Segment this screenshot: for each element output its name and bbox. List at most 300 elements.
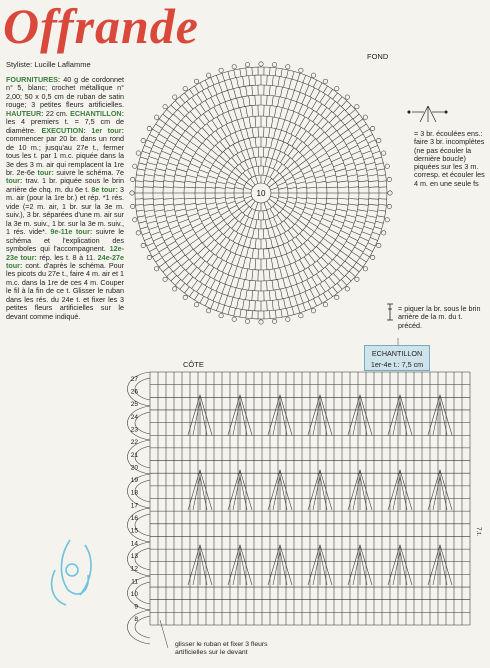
stitch-mark — [252, 106, 253, 117]
stitch-mark — [211, 78, 214, 85]
picot-mark — [206, 73, 210, 77]
stitch-mark — [299, 273, 303, 282]
stitch-mark — [374, 227, 382, 229]
stitch-mark — [378, 204, 386, 205]
stitch-mark — [367, 216, 377, 218]
stitch-mark — [216, 160, 224, 166]
stitch-mark — [333, 287, 338, 293]
row-number: 26 — [130, 388, 138, 396]
stitch-mark — [211, 301, 214, 308]
stitch-mark — [207, 88, 212, 97]
stitch-mark — [167, 271, 173, 276]
stitch-mark — [287, 162, 294, 169]
stitch-mark — [153, 237, 162, 241]
stitch-mark — [167, 109, 173, 114]
instr-body: suivre le schéma et l'explication des symboles qui l'accompagnent. — [6, 227, 125, 254]
instr-heading: 9e-11e tour: — [50, 227, 93, 237]
stitch-mark — [293, 102, 297, 111]
stitch-mark — [269, 270, 270, 281]
stitch-mark — [280, 142, 284, 151]
picot-mark — [385, 164, 389, 168]
stitch-mark — [238, 142, 242, 151]
stitch-mark — [359, 187, 369, 188]
stitch-mark — [195, 86, 199, 93]
stitch-mark — [211, 243, 218, 251]
stitch-mark — [313, 299, 317, 306]
stitch-mark — [349, 271, 355, 276]
stitch-mark — [272, 300, 273, 310]
stitch-mark — [338, 235, 347, 240]
stitch-mark — [200, 296, 204, 303]
stitch-mark — [275, 290, 277, 300]
stitch-mark — [178, 219, 188, 223]
stitch-mark — [252, 291, 253, 301]
stitch-mark — [337, 255, 345, 261]
stitch-mark — [173, 187, 184, 188]
stitch-mark — [181, 157, 191, 162]
stitch-mark — [228, 90, 231, 100]
stitch-mark — [154, 204, 164, 205]
stitch-mark — [315, 175, 325, 178]
stitch-mark — [355, 221, 365, 224]
stitch-mark — [142, 151, 150, 154]
stitch-mark — [249, 96, 250, 106]
stitch-mark — [378, 175, 386, 176]
stitch-mark — [341, 231, 350, 235]
stitch-mark — [325, 267, 332, 275]
stitch-mark — [333, 273, 340, 280]
picot-mark — [363, 267, 367, 271]
stitch-mark — [221, 127, 227, 136]
stitch-mark — [277, 164, 282, 171]
stitch-mark — [313, 170, 322, 174]
stitch-mark — [172, 151, 181, 155]
picot-mark — [136, 151, 140, 155]
stitch-mark — [365, 221, 375, 224]
stitch-mark — [296, 182, 306, 184]
stitch-mark — [173, 198, 184, 199]
stitch-mark — [301, 216, 310, 221]
stitch-mark — [199, 213, 208, 217]
stitch-mark — [288, 187, 297, 188]
stitch-mark — [315, 208, 325, 211]
stitch-mark — [274, 106, 276, 117]
stitch-mark — [295, 262, 300, 272]
stitch-mark — [175, 279, 180, 285]
stitch-mark — [237, 98, 240, 108]
stitch-mark — [263, 147, 264, 157]
row-number: 17 — [130, 502, 138, 510]
stitch-mark — [145, 210, 155, 212]
stitch-mark — [269, 291, 270, 301]
stitch-mark — [268, 228, 270, 238]
picot-mark — [377, 243, 381, 247]
stitch-mark — [378, 181, 386, 182]
stitch-mark — [258, 147, 259, 157]
stitch-mark — [228, 307, 230, 315]
stitch-mark — [165, 210, 175, 212]
stitch-mark — [248, 170, 253, 178]
stitch-mark — [324, 213, 334, 216]
stitch-mark — [231, 100, 234, 110]
stitch-mark — [358, 181, 368, 182]
stitch-mark — [217, 260, 223, 270]
stitch-mark — [338, 187, 349, 188]
stitch-mark — [307, 98, 312, 107]
stitch-mark — [216, 246, 223, 255]
stitch-mark — [147, 140, 154, 143]
stitch-mark — [216, 131, 223, 140]
picot-mark — [173, 95, 177, 99]
stitch-mark — [355, 134, 364, 139]
stitch-mark — [220, 141, 226, 149]
stitch-mark — [370, 146, 377, 149]
cote-diagram — [128, 372, 471, 644]
fond-label: FOND — [367, 52, 389, 61]
stitch-mark — [315, 91, 320, 100]
stitch-mark — [287, 70, 289, 78]
stitch-mark — [309, 222, 318, 227]
stitch-mark — [275, 86, 277, 96]
stitch-mark — [271, 138, 273, 148]
picot-mark — [245, 319, 249, 323]
stitch-mark — [269, 128, 270, 138]
row-number: 20 — [130, 464, 138, 472]
stitch-mark — [250, 219, 253, 228]
stitch-mark — [181, 120, 188, 127]
stitch-mark — [290, 111, 294, 121]
picot-mark — [382, 151, 386, 155]
stitch-mark — [341, 279, 346, 285]
stitch-mark — [323, 293, 327, 300]
stitch-mark — [266, 259, 267, 270]
stitch-mark — [152, 253, 159, 257]
stitch-mark — [213, 165, 222, 170]
stitch-mark — [325, 280, 331, 288]
stitch-mark — [215, 234, 222, 241]
stitch-mark — [196, 181, 206, 183]
stitch-mark — [240, 215, 245, 222]
stitch-mark — [300, 260, 306, 270]
stitch-mark — [290, 166, 298, 172]
stitch-mark — [237, 256, 240, 266]
stitch-mark — [285, 177, 293, 181]
stitch-mark — [296, 202, 306, 204]
stitch-mark — [352, 129, 360, 135]
row-number: 13 — [130, 552, 138, 560]
stitch-mark — [143, 187, 153, 188]
stitch-mark — [178, 240, 186, 245]
ribbon-pointer — [160, 620, 168, 648]
stitch-mark — [213, 85, 217, 94]
stitch-mark — [236, 182, 244, 186]
stitch-mark — [175, 101, 180, 107]
picot-mark — [183, 295, 187, 299]
instr-heading: tour: — [6, 176, 23, 186]
stitch-mark — [190, 126, 197, 133]
picot-mark — [131, 204, 135, 208]
stitch-mark — [289, 79, 292, 89]
stitch-mark — [144, 181, 154, 182]
stitch-mark — [190, 111, 197, 119]
stitch-mark — [284, 221, 290, 229]
stitch-mark — [240, 289, 242, 299]
stitch-mark — [298, 305, 300, 313]
stitch-mark — [357, 215, 367, 217]
stitch-mark — [139, 221, 147, 223]
stitch-mark — [186, 131, 194, 137]
stitch-mark — [159, 157, 168, 160]
stitch-mark — [250, 178, 255, 185]
picot-mark — [355, 277, 359, 281]
stitch-mark — [189, 89, 194, 96]
stitch-mark — [189, 290, 194, 297]
stitch-mark — [370, 238, 377, 241]
stitch-mark — [348, 181, 358, 182]
picot-mark — [147, 255, 151, 259]
stitch-mark — [264, 127, 265, 137]
stitch-mark — [234, 70, 236, 78]
stitch-mark — [314, 232, 323, 239]
stitch-mark — [267, 201, 272, 208]
stitch-mark — [183, 152, 193, 157]
stitch-mark — [190, 164, 200, 168]
cluster-symbol-icon — [408, 106, 447, 122]
stitch-mark — [264, 176, 267, 184]
stitch-mark — [137, 216, 145, 218]
stitch-mark — [170, 246, 179, 251]
stitch-mark — [368, 243, 375, 246]
stitch-mark — [368, 140, 375, 143]
stitch-mark — [266, 116, 267, 127]
stitch-mark — [190, 218, 200, 222]
row-number: 12 — [130, 565, 138, 573]
picot-mark — [259, 320, 263, 324]
stitch-mark — [277, 200, 285, 204]
stitch-mark — [296, 127, 302, 136]
stitch-mark — [308, 254, 315, 263]
stitch-mark — [284, 78, 286, 88]
stitch-mark — [295, 224, 302, 231]
instr-body: 40 g de cordonnet n° 5, blanc; crochet métallique n° 2,00; 50 x 0,5 cm de ruban de satin rouge; 3 petites fleurs artificielles. — [6, 75, 124, 110]
stitch-mark — [314, 148, 323, 155]
stitch-mark — [270, 170, 275, 178]
stitch-mark — [300, 234, 307, 241]
stitch-mark — [349, 109, 355, 114]
stitch-mark — [205, 101, 210, 110]
stitch-mark — [270, 209, 275, 217]
stitch-mark — [187, 101, 193, 109]
stitch-mark — [274, 248, 276, 258]
stitch-mark — [184, 187, 195, 188]
stitch-mark — [232, 122, 236, 132]
stitch-mark — [226, 124, 231, 134]
stitch-mark — [202, 217, 211, 221]
stitch-mark — [280, 212, 286, 218]
picot-mark — [345, 287, 349, 291]
stitch-mark — [190, 267, 197, 275]
stitch-mark — [295, 114, 300, 124]
stitch-mark — [230, 242, 235, 251]
stitch-mark — [202, 164, 211, 168]
stitch-mark — [243, 118, 246, 129]
stitch-mark — [348, 257, 356, 263]
stitch-mark — [168, 163, 178, 166]
stitch-mark — [359, 199, 369, 200]
stitch-mark — [243, 206, 249, 213]
stitch-mark — [213, 216, 222, 221]
stitch-mark — [180, 97, 185, 103]
center-label: 10 — [256, 189, 266, 198]
stitch-mark — [139, 163, 147, 165]
stitch-mark — [171, 105, 177, 111]
picot-mark — [345, 95, 349, 99]
stitch-mark — [240, 87, 242, 97]
stitch-mark — [353, 114, 359, 119]
stitch-mark — [246, 248, 248, 258]
stitch-mark — [263, 211, 264, 220]
stitch-mark — [276, 204, 283, 209]
stitch-mark — [281, 87, 283, 97]
picot-mark — [133, 218, 137, 222]
stitch-mark — [273, 173, 279, 180]
stitch-mark — [303, 75, 306, 83]
stitch-mark — [346, 215, 356, 218]
row-number: 11 — [131, 578, 138, 586]
stitch-mark — [166, 124, 174, 130]
stitch-mark — [362, 151, 371, 155]
stitch-mark — [332, 135, 340, 141]
stitch-mark — [243, 77, 245, 87]
picot-mark — [194, 303, 198, 307]
stitch-mark — [144, 238, 151, 241]
picot-mark — [154, 267, 158, 271]
stitch-mark — [305, 207, 315, 210]
scallop-edge — [128, 406, 151, 440]
stitch-mark — [253, 210, 256, 219]
stitch-mark — [249, 258, 251, 269]
stitch-mark — [170, 135, 179, 140]
stitch-mark — [321, 122, 328, 129]
stitch-mark — [157, 221, 167, 224]
scallop-edge — [128, 610, 151, 644]
stitch-mark — [349, 145, 358, 150]
stitch-mark — [163, 114, 169, 119]
stitch-mark — [195, 228, 204, 234]
stitch-mark — [309, 159, 318, 164]
stitch-mark — [269, 182, 276, 187]
stitch-mark — [240, 69, 241, 77]
stitch-mark — [328, 89, 333, 96]
row-numbers — [131, 376, 139, 623]
stitch-mark — [283, 98, 286, 108]
stitch-mark — [199, 170, 208, 174]
stitch-mark — [271, 196, 279, 199]
stitch-mark — [272, 280, 273, 290]
stitch-mark — [159, 262, 165, 267]
stitch-mark — [205, 198, 215, 199]
stitch-mark — [136, 204, 144, 205]
stitch-mark — [225, 102, 229, 111]
stitch-mark — [237, 299, 239, 309]
stitch-mark — [323, 86, 327, 93]
stitch-mark — [355, 247, 364, 252]
stitch-mark — [360, 258, 367, 262]
stitch-mark — [228, 111, 232, 121]
stitch-mark — [331, 224, 341, 229]
stitch-mark — [337, 269, 344, 276]
stitch-mark — [338, 198, 349, 199]
stitch-mark — [323, 238, 332, 244]
stitch-mark — [280, 235, 284, 244]
stitch-mark — [291, 286, 294, 296]
stitch-mark — [278, 246, 281, 256]
stitch-mark — [246, 290, 248, 300]
stitch-mark — [269, 85, 270, 95]
stitch-mark — [211, 134, 218, 142]
stitch-mark — [250, 159, 253, 168]
stitch-mark — [271, 187, 279, 190]
stitch-mark — [210, 212, 219, 216]
stitch-mark — [349, 199, 359, 200]
stitch-mark — [326, 234, 335, 240]
stitch-mark — [194, 243, 202, 250]
stitch-mark — [321, 257, 328, 264]
stitch-mark — [316, 274, 322, 282]
stitch-mark — [318, 296, 322, 303]
stitch-mark — [270, 67, 271, 75]
stitch-mark — [222, 262, 227, 272]
stitch-mark — [157, 163, 167, 166]
stitch-mark — [205, 277, 210, 286]
stitch-mark — [289, 297, 292, 307]
stitch-mark — [246, 182, 253, 187]
stitch-mark — [152, 129, 159, 133]
stitch-mark — [322, 164, 332, 168]
stitch-mark — [204, 159, 213, 164]
stitch-mark — [274, 129, 276, 139]
stitch-mark — [372, 151, 380, 154]
stitch-mark — [305, 176, 315, 179]
stitch-mark — [156, 258, 163, 262]
stitch-mark — [169, 261, 177, 267]
stitch-mark — [178, 141, 186, 146]
stitch-mark — [271, 238, 273, 248]
stitch-mark — [240, 108, 243, 119]
stitch-mark — [207, 240, 215, 248]
stitch-mark — [329, 277, 335, 285]
stitch-mark — [232, 158, 238, 166]
stitch-mark — [312, 101, 317, 110]
stitch-mark — [155, 175, 165, 177]
stitch-mark — [162, 129, 170, 135]
picot-mark — [272, 319, 276, 323]
stitch-mark — [348, 204, 358, 205]
stitch-mark — [368, 181, 378, 182]
stitch-mark — [276, 226, 280, 235]
stitch-mark — [209, 110, 214, 118]
stitch-mark — [174, 251, 182, 257]
stitch-mark — [358, 175, 368, 177]
stitch-mark — [163, 187, 173, 188]
row-number: 27 — [130, 375, 138, 383]
stitch-mark — [166, 257, 174, 263]
stitch-mark — [246, 106, 248, 117]
stitch-mark — [192, 280, 198, 288]
stitch-mark — [311, 236, 319, 243]
echantillon-value: 1er-4e t.: 7,5 cm — [370, 360, 424, 369]
stitch-mark — [353, 157, 362, 160]
